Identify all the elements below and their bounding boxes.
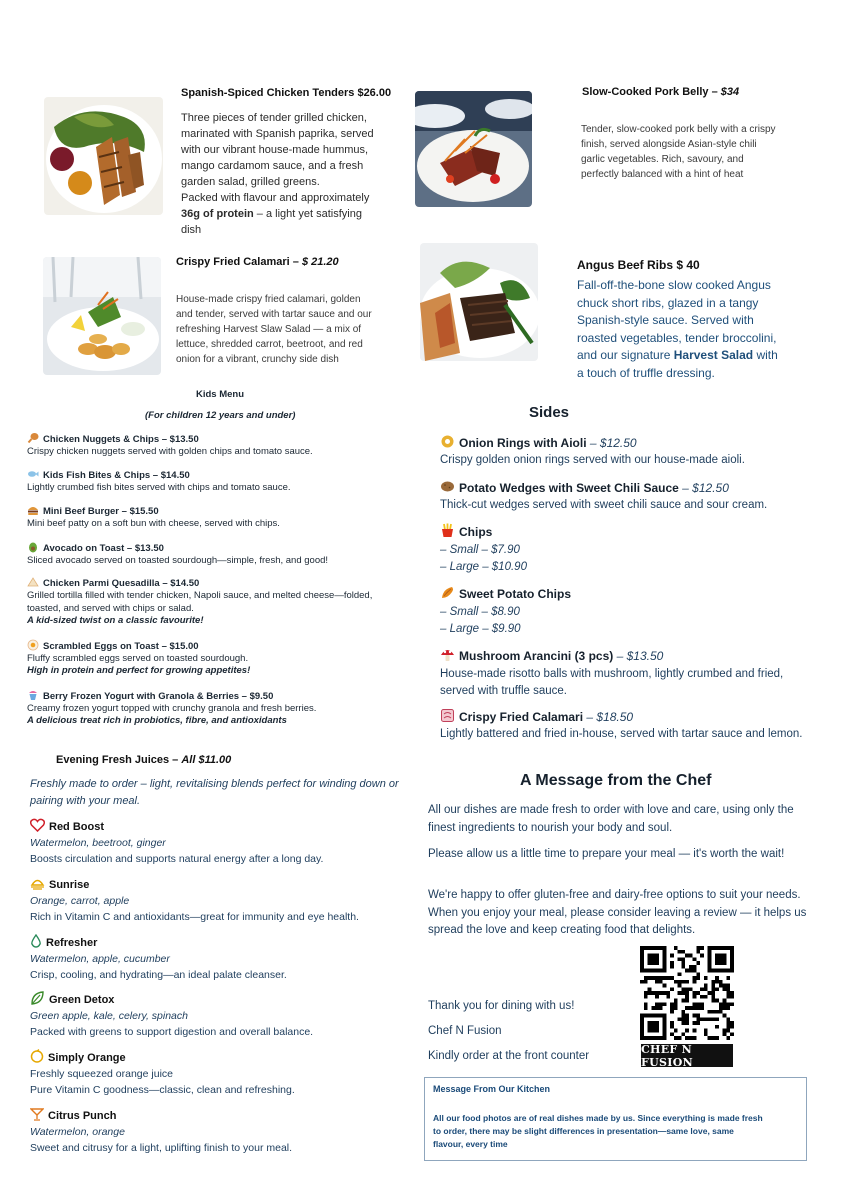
chef-wait-note: Please allow us a little time to prepare your meal — it's worth the wait! (428, 848, 785, 860)
pork-desc-line: Tender, slow-cooked pork belly with a crispy (581, 124, 776, 135)
droplet-icon (30, 934, 42, 948)
chicken-desc-line: garden salad, grilled greens. (181, 176, 320, 188)
side-item (440, 708, 840, 743)
side-desc: Lightly battered and fried in-house, served with tartar sauce and lemon. (440, 728, 803, 740)
kids-item-desc: Grilled tortilla filled with tender chicken, Napoli sauce, and melted cheese—folded, (27, 590, 373, 601)
side-desc: Crispy golden onion rings served with our house-made aioli. (440, 454, 745, 466)
side-item (440, 585, 830, 639)
juice-item (30, 818, 410, 867)
kids-item-desc: Creamy frozen yogurt topped with crunchy granola and fresh berries. (27, 703, 317, 714)
kids-item (27, 576, 427, 626)
calamari-desc-line: House-made crispy fried calamari, golden (176, 294, 361, 305)
kids-item-desc: Fluffy scrambled eggs served on toasted sourdough. (27, 653, 249, 664)
frozen-yogurt-icon (27, 689, 39, 701)
juices-intro-line: Freshly made to order – light, revitalising blends perfect for winding down or (30, 778, 399, 790)
juice-name: Refresher (46, 937, 98, 949)
qr-code[interactable] (640, 946, 734, 1040)
juice-item (30, 876, 410, 925)
juice-ingredients: Orange, carrot, apple (30, 895, 130, 907)
pork-belly-description (581, 122, 806, 182)
ribs-desc-line: roasted vegetables, tender broccolini, (577, 330, 777, 345)
order-instruction: Kindly order at the front counter (428, 1050, 590, 1062)
kids-item-desc: Crispy chicken nuggets served with golden chips and tomato sauce. (27, 446, 313, 457)
kids-item-name: Chicken Parmi Quesadilla – $14.50 (43, 578, 200, 589)
side-name: Crispy Fried Calamari (459, 710, 584, 724)
side-price: – $18.50 (583, 710, 634, 724)
calamari-desc-line: refreshing Harvest Slaw Salad — a mix of (176, 324, 362, 335)
side-price: – $13.50 (613, 649, 664, 663)
side-desc: House-made risotto balls with mushroom, lightly crumbed and fried, (440, 667, 784, 680)
juice-ingredients: Green apple, kale, celery, spinach (30, 1010, 188, 1022)
beef-ribs-title: Angus Beef Ribs $ 40 (577, 258, 700, 272)
side-desc: Thick-cut wedges served with sweet chili sauce and sour cream. (440, 499, 768, 511)
kids-item-note: High in protein and perfect for growing appetites! (27, 665, 251, 676)
kids-item-note: A delicious treat rich in probiotics, fibre, and antioxidants (27, 715, 287, 726)
egg-icon (27, 639, 39, 651)
chicken-desc-line: mango cardamom sauce, and a fresh (181, 160, 364, 172)
kids-item-name: Avocado on Toast – $13.50 (43, 543, 164, 554)
protein-amount: 36g of protein (181, 208, 254, 220)
side-price: – $12.50 (586, 436, 637, 450)
juice-item (30, 1107, 410, 1156)
beef-ribs-description (577, 277, 817, 382)
ribs-desc-line: chuck short ribs, glazed in a tangy (577, 295, 759, 310)
pork-belly-name: Slow-Cooked Pork Belly – (582, 86, 718, 98)
side-desc: served with truffle sauce. (440, 684, 567, 697)
juices-heading-price: All $11.00 (181, 754, 232, 766)
orange-icon (30, 1049, 44, 1063)
chicken-tenders-photo (44, 97, 163, 215)
chef-signature: Chef N Fusion (428, 1025, 502, 1037)
protein-rest: – a light yet satisfying (253, 208, 362, 220)
burger-icon (27, 504, 39, 516)
thank-you-text: Thank you for dining with us! (428, 1000, 575, 1012)
sunrise-icon (30, 876, 45, 890)
kids-item-desc: Mini beef patty on a soft bun with cheese, served with chips. (27, 518, 280, 529)
pork-desc-line: perfectly balanced with a hint of heat (581, 169, 744, 180)
juice-description: Rich in Vitamin C and antioxidants—great for immunity and eye health. (30, 911, 359, 923)
kitchen-message-box (424, 1077, 807, 1161)
kids-menu-heading: Kids Menu (196, 389, 245, 400)
pork-desc-line: finish, served alongside Asian-style chili (581, 139, 757, 150)
kids-item (27, 432, 417, 458)
calamari-price: $ 21.20 (298, 256, 339, 268)
side-item (440, 523, 830, 577)
juice-description: Packed with greens to support digestion and overall balance. (30, 1026, 314, 1038)
chef-n-fusion-logo (641, 1044, 733, 1067)
calamari-icon (440, 708, 455, 723)
chef-line: finest ingredients to nourish your body and soul. (428, 821, 673, 834)
calamari-desc-line: and tender, served with tartar sauce and our (176, 309, 372, 320)
chicken-desc-line: Three pieces of tender grilled chicken, (181, 112, 367, 124)
kitchen-message-title: Message From Our Kitchen (433, 1084, 551, 1094)
pork-belly-title (582, 86, 739, 98)
ribs-pre: and our signature (577, 348, 674, 362)
calamari-title (176, 256, 339, 268)
kids-item-desc: Sliced avocado served on toasted sourdough—simple, fresh, and good! (27, 555, 329, 566)
side-name: Mushroom Arancini (3 pcs) (459, 649, 614, 663)
juice-name: Citrus Punch (48, 1110, 117, 1122)
kids-item-name: Berry Frozen Yogurt with Granola & Berries – $9.50 (43, 691, 274, 702)
leaf-icon (30, 991, 45, 1005)
cocktail-icon (30, 1107, 44, 1121)
fish-icon (27, 468, 39, 480)
juice-name: Simply Orange (48, 1052, 126, 1064)
juice-description: Pure Vitamin C goodness—classic, clean and refreshing. (30, 1084, 295, 1096)
juice-item (30, 934, 410, 983)
side-size: – Small – $7.90 (440, 543, 520, 556)
harvest-salad: Harvest Salad (673, 348, 754, 362)
kids-item (27, 468, 417, 494)
juice-ingredients: Watermelon, apple, cucumber (30, 953, 170, 965)
juice-description: Sweet and citrusy for a light, uplifting finish to your meal. (30, 1142, 293, 1154)
kitchen-message-line: flavour, every time (433, 1139, 508, 1149)
pork-desc-line: garlic vegetables. Rich, savoury, and (581, 154, 744, 165)
calamari-desc-line: onion for a vibrant, crunchy side dish (176, 354, 339, 365)
juice-name: Green Detox (49, 994, 115, 1006)
onion-ring-icon (440, 434, 455, 449)
fries-icon (440, 523, 455, 538)
chicken-tenders-description (181, 110, 396, 238)
juice-description: Crisp, cooling, and hydrating—an ideal palate cleanser. (30, 969, 287, 981)
kitchen-message-line: All our food photos are of real dishes made by us. Since everything is made fresh (433, 1113, 763, 1123)
kids-item-desc: toasted, and served with chips or salad. (27, 603, 194, 614)
kids-item-name: Chicken Nuggets & Chips – $13.50 (43, 434, 199, 445)
chef-line: spread the love and keep creating food that delights. (428, 924, 696, 936)
kids-item-name: Mini Beef Burger – $15.50 (43, 506, 159, 517)
ribs-desc-line (577, 347, 817, 365)
avocado-icon (27, 541, 39, 553)
chicken-desc-line: Packed with flavour and approximately (181, 192, 370, 204)
side-size: – Large – $9.90 (440, 623, 521, 635)
chicken-protein-line (181, 206, 396, 222)
chef-message-heading: A Message from the Chef (520, 772, 712, 789)
quesadilla-icon (27, 576, 39, 588)
side-name: Sweet Potato Chips (459, 587, 572, 601)
kids-item-name: Kids Fish Bites & Chips – $14.50 (43, 470, 190, 481)
chicken-tenders-title: Spanish-Spiced Chicken Tenders $26.00 (181, 87, 392, 99)
kids-item-note: A kid-sized twist on a classic favourite! (27, 615, 204, 626)
calamari-desc-line: lettuce, shredded carrot, beetroot, and red (176, 339, 363, 350)
mushroom-icon (440, 647, 455, 662)
side-name: Onion Rings with Aioli (459, 436, 587, 450)
ribs-post: with (753, 348, 778, 362)
chicken-desc-line: dish (181, 224, 202, 236)
kids-menu-subheading: (For children 12 years and under) (145, 410, 296, 421)
sides-heading: Sides (529, 404, 570, 421)
juices-intro (30, 776, 410, 810)
side-size: – Small – $8.90 (440, 605, 520, 618)
calamari-photo (43, 257, 161, 375)
side-name: Potato Wedges with Sweet Chili Sauce (459, 481, 679, 495)
juice-item (30, 1049, 410, 1098)
juice-item (30, 991, 410, 1040)
pork-belly-photo (415, 91, 532, 207)
chef-line: All our dishes are made fresh to order with love and care, using only the (428, 804, 794, 816)
chicken-desc-line: marinated with Spanish paprika, served (181, 128, 374, 140)
potato-icon (440, 479, 455, 494)
chicken-desc-line: with our vibrant house-made hummus, (181, 144, 369, 156)
calamari-name: Crispy Fried Calamari – (176, 256, 299, 268)
juices-heading-text: Evening Fresh Juices – (56, 754, 182, 766)
juice-ingredients: Watermelon, beetroot, ginger (30, 837, 166, 849)
beef-ribs-photo (420, 243, 538, 361)
juice-ingredients: Freshly squeezed orange juice (30, 1068, 174, 1080)
chef-line: When you enjoy your meal, please consider leaving a review — it helps us (428, 906, 807, 919)
chef-message-paragraph (428, 802, 828, 837)
kitchen-message-line: to order, there may be slight differences in presentation—same love, same (433, 1126, 734, 1136)
chef-dietary-paragraph (428, 887, 828, 940)
side-size: – Large – $10.90 (440, 561, 527, 573)
ribs-desc-line: Fall-off-the-bone slow cooked Angus (577, 278, 771, 292)
juice-name: Sunrise (49, 879, 90, 891)
pork-belly-price: $34 (717, 86, 740, 98)
side-item (440, 647, 840, 700)
calamari-description (176, 292, 401, 367)
juices-intro-line: pairing with your meal. (30, 795, 141, 807)
juice-ingredients: Watermelon, orange (30, 1126, 125, 1138)
kids-item (27, 541, 417, 567)
ribs-desc-line: Spanish-style sauce. Served with (577, 313, 754, 327)
juices-heading (56, 754, 231, 766)
heart-icon (30, 818, 45, 832)
side-item (440, 434, 830, 469)
juice-name: Red Boost (49, 821, 104, 833)
side-price: – $12.50 (678, 481, 729, 495)
kids-item-name: Scrambled Eggs on Toast – $15.00 (43, 641, 199, 652)
juice-description: Boosts circulation and supports natural energy after a long day. (30, 853, 324, 865)
side-item (440, 479, 830, 514)
side-name: Chips (459, 525, 493, 539)
kids-item-desc: Lightly crumbed fish bites served with chips and tomato sauce. (27, 482, 291, 493)
sweet-potato-icon (440, 585, 455, 600)
kids-item (27, 639, 417, 676)
chef-line: We're happy to offer gluten-free and dairy-free options to suit your needs. (428, 889, 801, 901)
logo-text: CHEF N FUSION (641, 1042, 693, 1069)
ribs-desc-line: a touch of truffle dressing. (577, 365, 715, 380)
kids-item (27, 689, 417, 726)
kids-item (27, 504, 417, 530)
drumstick-icon (27, 432, 39, 444)
